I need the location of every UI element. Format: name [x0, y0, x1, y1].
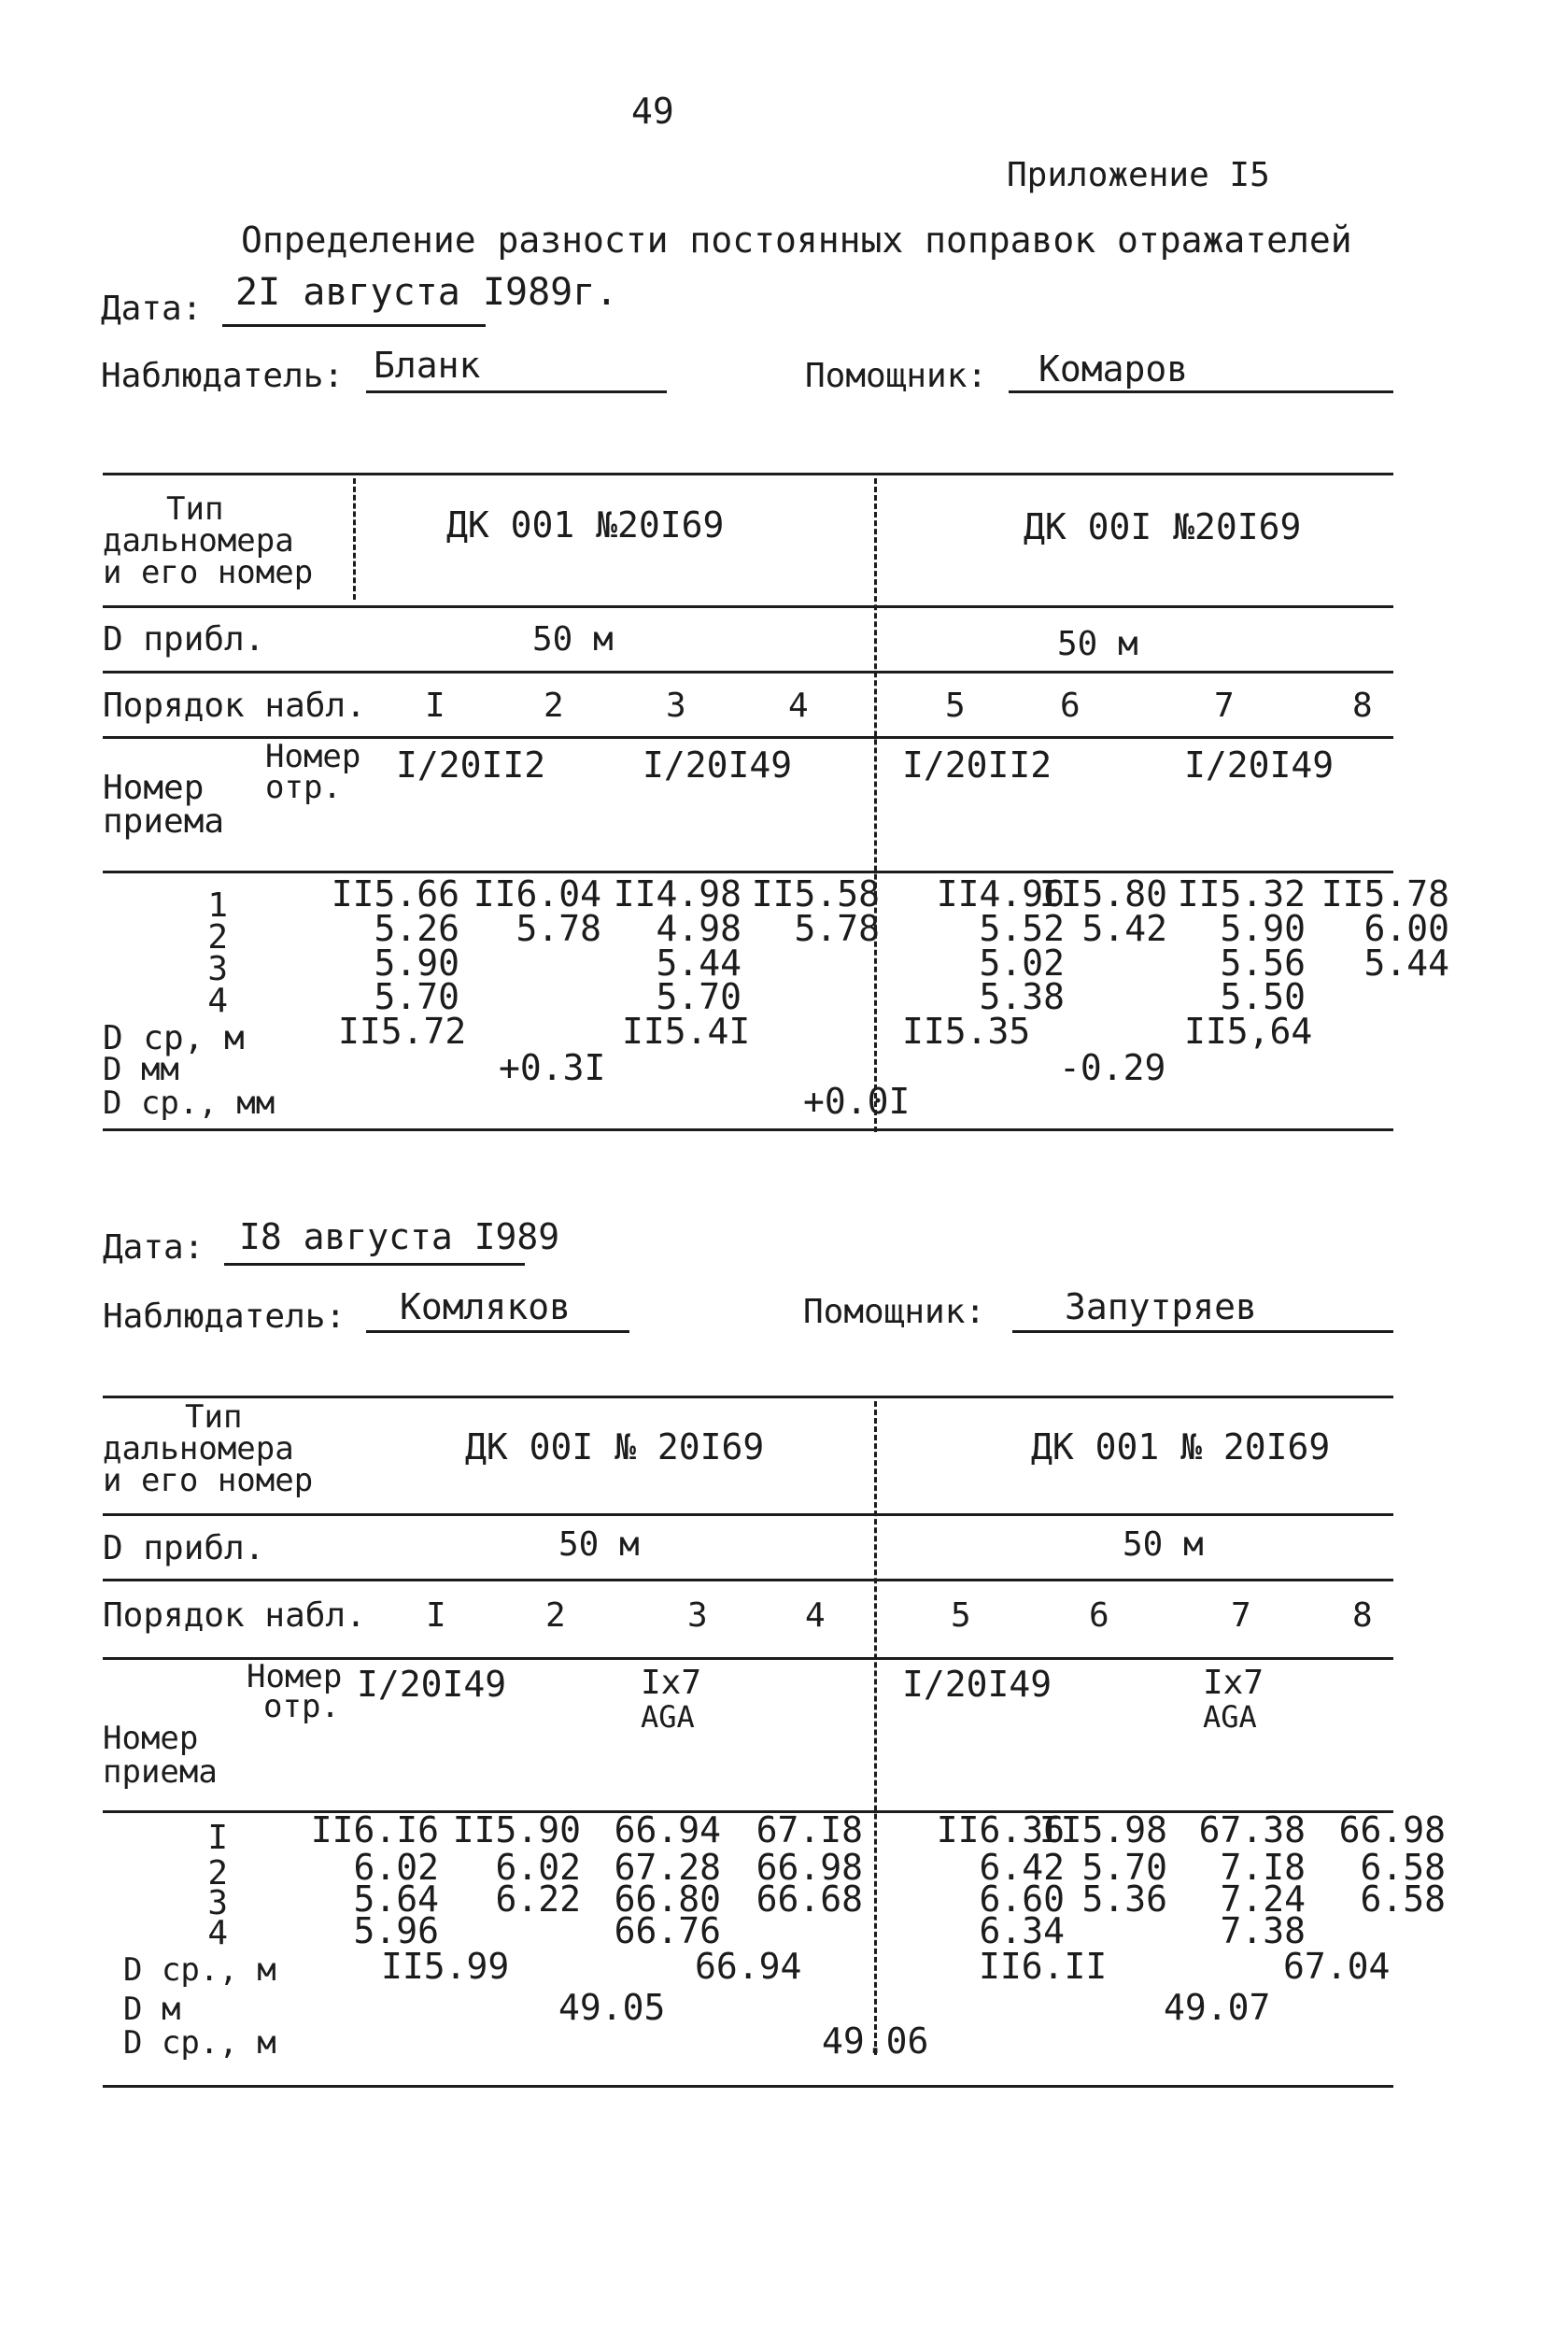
dmean-value: II5.35 [902, 1011, 1031, 1052]
measurement-cell: II5.66 [331, 873, 459, 914]
measurement-cell: 6.34 [979, 1910, 1065, 1951]
reception-number: 2 [207, 1854, 228, 1893]
measurement-cell: 4.98 [656, 908, 742, 949]
measurement-cell: II5.58 [751, 873, 880, 914]
order-label: Порядок набл. [103, 687, 366, 725]
measurement-cell: 5.38 [979, 976, 1065, 1017]
dmean-value: II5.72 [338, 1011, 467, 1052]
d-approx-left: 50 м [532, 620, 614, 659]
measurement-cell: 5.42 [1081, 908, 1167, 949]
measurement-cell: 5.56 [1220, 943, 1306, 984]
order-number: I [425, 687, 445, 725]
reflector-value: I/20I49 [1184, 744, 1335, 786]
device-left: ДК 001 №20I69 [446, 504, 725, 546]
order-number: 8 [1352, 1596, 1373, 1635]
measurement-cell: 5.44 [1363, 943, 1449, 984]
measurement-cell: 5.64 [353, 1878, 439, 1920]
dmm-value: +0.3I [499, 1047, 606, 1088]
observer-value: Бланк [374, 345, 481, 386]
order-number: 8 [1352, 687, 1373, 725]
measurement-cell: 5.90 [374, 943, 459, 984]
type-label: Тип [185, 1398, 243, 1436]
dmean-value: 66.94 [695, 1946, 802, 1987]
measurement-cell: II5.32 [1177, 873, 1306, 914]
d-approx-right: 50 м [1123, 1525, 1204, 1564]
dmm-mean-value: 49.06 [822, 2020, 929, 2062]
reflector-value: I/20I49 [357, 1664, 507, 1705]
date-value: I8 августа I989 [239, 1216, 560, 1257]
measurement-cell: 6.00 [1363, 908, 1449, 949]
observer-label: Наблюдатель: [103, 1297, 346, 1336]
measurement-cell: 66.80 [614, 1878, 721, 1920]
dmm-mean-label: D ср., мм [103, 1085, 275, 1122]
measurement-cell: 5.90 [1220, 908, 1306, 949]
measurement-cell: II4.96 [936, 873, 1065, 914]
measurement-cell: 5.50 [1220, 976, 1306, 1017]
dmean-value: II5.4I [622, 1011, 751, 1052]
measurement-cell: 6.02 [495, 1847, 581, 1888]
reflector-label: отр. [265, 769, 342, 806]
dmm-value: 49.07 [1164, 1987, 1271, 2028]
document-title: Определение разности постоянных поправок отражателей [241, 220, 1352, 261]
order-number: 4 [805, 1596, 826, 1635]
reception-number: 4 [207, 1914, 228, 1952]
device-right: ДК 001 № 20I69 [1031, 1426, 1331, 1467]
order-number: 3 [666, 687, 686, 725]
measurement-cell: 6.22 [495, 1878, 581, 1920]
order-number: 5 [945, 687, 966, 725]
measurement-cell: 5.96 [353, 1910, 439, 1951]
order-number: 3 [687, 1596, 708, 1635]
reflector-label: Номер [247, 1658, 343, 1695]
dmm-mean-value: +0.0I [803, 1081, 911, 1122]
appendix-label: Приложение I5 [1007, 156, 1270, 194]
measurement-cell: 5.70 [656, 976, 742, 1017]
measurement-cell: 5.70 [374, 976, 459, 1017]
measurement-cell: 66.68 [756, 1878, 863, 1920]
type-label: и его номер [103, 1462, 314, 1499]
order-number: 4 [788, 687, 809, 725]
date-value: 2I августа I989г. [235, 271, 618, 314]
measurement-cell: II6.I6 [310, 1809, 439, 1850]
dmean-value: II6.II [979, 1946, 1108, 1987]
order-number: 5 [951, 1596, 971, 1635]
measurement-cell: 66.98 [756, 1847, 863, 1888]
measurement-cell: 5.36 [1081, 1878, 1167, 1920]
measurement-cell: 7.I8 [1220, 1847, 1306, 1888]
measurement-cell: 7.24 [1220, 1878, 1306, 1920]
dmm-mean-label: D ср., м [123, 2024, 276, 2062]
reflector-value: AGA [641, 1699, 695, 1735]
measurement-cell: II5.78 [1321, 873, 1449, 914]
type-label: Тип [166, 490, 224, 528]
dmean-label: D ср, м [103, 1019, 245, 1057]
reflector-label: Номер [265, 738, 361, 775]
reception-number: 1 [207, 886, 228, 925]
date-label: Дата: [103, 1228, 205, 1267]
measurement-cell: 67.38 [1198, 1809, 1306, 1850]
measurement-cell: II5.80 [1038, 873, 1167, 914]
reception-label: приема [103, 802, 225, 841]
order-number: I [426, 1596, 446, 1635]
d-approx-label: D прибл. [103, 1529, 265, 1567]
measurement-cell: 5.26 [374, 908, 459, 949]
type-label: и его номер [103, 554, 314, 591]
device-left: ДК 00I № 20I69 [465, 1426, 765, 1467]
measurement-cell: 6.42 [979, 1847, 1065, 1888]
dmm-value: -0.29 [1059, 1047, 1166, 1088]
measurement-cell: 67.I8 [756, 1809, 863, 1850]
reflector-label: отр. [263, 1688, 340, 1725]
measurement-cell: 7.38 [1220, 1910, 1306, 1951]
measurement-cell: 67.28 [614, 1847, 721, 1888]
measurement-cell: 66.94 [614, 1809, 721, 1850]
measurement-cell: II5.98 [1038, 1809, 1167, 1850]
type-label: дальномера [103, 1430, 294, 1467]
assistant-label: Помощник: [805, 357, 988, 395]
d-approx-left: 50 м [558, 1525, 640, 1564]
measurement-cell: 6.60 [979, 1878, 1065, 1920]
measurement-cell: II4.98 [613, 873, 742, 914]
reception-number: 4 [207, 982, 228, 1020]
reception-number: 3 [207, 1884, 228, 1922]
dmean-label: D ср., м [123, 1951, 276, 1989]
order-number: 2 [544, 687, 564, 725]
order-number: 7 [1214, 687, 1235, 725]
reception-number: 3 [207, 950, 228, 988]
type-label: дальномера [103, 522, 294, 560]
dmean-value: 67.04 [1283, 1946, 1391, 1987]
measurement-cell: II6.36 [936, 1809, 1065, 1850]
dmm-label: D м [123, 1991, 181, 2028]
measurement-cell: 5.78 [794, 908, 880, 949]
reflector-value: I/20I49 [902, 1664, 1052, 1705]
reflector-value: Ix7 [641, 1664, 702, 1702]
assistant-value: Запутряев [1065, 1286, 1257, 1327]
date-label: Дата: [101, 290, 203, 328]
reflector-value: I/20II2 [396, 744, 546, 786]
reception-number: I [207, 1819, 228, 1857]
order-number: 6 [1060, 687, 1081, 725]
measurement-cell: 5.44 [656, 943, 742, 984]
reception-number: 2 [207, 918, 228, 957]
reflector-value: I/20II2 [902, 744, 1052, 786]
measurement-cell: 5.52 [979, 908, 1065, 949]
device-right: ДК 00I №20I69 [1024, 506, 1302, 547]
page-number: 49 [631, 91, 674, 132]
measurement-cell: 6.58 [1360, 1847, 1446, 1888]
measurement-cell: 6.02 [353, 1847, 439, 1888]
dmm-label: D мм [103, 1051, 179, 1088]
order-number: 6 [1089, 1596, 1109, 1635]
d-approx-right: 50 м [1057, 625, 1138, 663]
dmean-value: II5,64 [1184, 1011, 1313, 1052]
reflector-value: AGA [1203, 1699, 1257, 1735]
assistant-label: Помощник: [803, 1293, 986, 1331]
measurement-cell: 6.58 [1360, 1878, 1446, 1920]
order-number: 7 [1231, 1596, 1251, 1635]
measurement-cell: 5.70 [1081, 1847, 1167, 1888]
d-approx-label: D прибл. [103, 620, 265, 659]
measurement-cell: II6.04 [473, 873, 601, 914]
observer-label: Наблюдатель: [101, 357, 345, 395]
reflector-value: I/20I49 [643, 744, 793, 786]
dmm-value: 49.05 [558, 1987, 666, 2028]
dmean-value: II5.99 [381, 1946, 510, 1987]
reception-label: Номер [103, 1720, 199, 1757]
order-label: Порядок набл. [103, 1596, 366, 1635]
reception-label: приема [103, 1753, 218, 1791]
order-number: 2 [545, 1596, 566, 1635]
measurement-cell: 66.98 [1338, 1809, 1446, 1850]
reflector-value: Ix7 [1203, 1664, 1264, 1702]
observer-value: Комляков [400, 1286, 572, 1327]
measurement-cell: 5.78 [516, 908, 601, 949]
measurement-cell: II5.90 [452, 1809, 581, 1850]
assistant-value: Комаров [1038, 348, 1189, 390]
reception-label: Номер [103, 769, 205, 807]
measurement-cell: 66.76 [614, 1910, 721, 1951]
measurement-cell: 5.02 [979, 943, 1065, 984]
